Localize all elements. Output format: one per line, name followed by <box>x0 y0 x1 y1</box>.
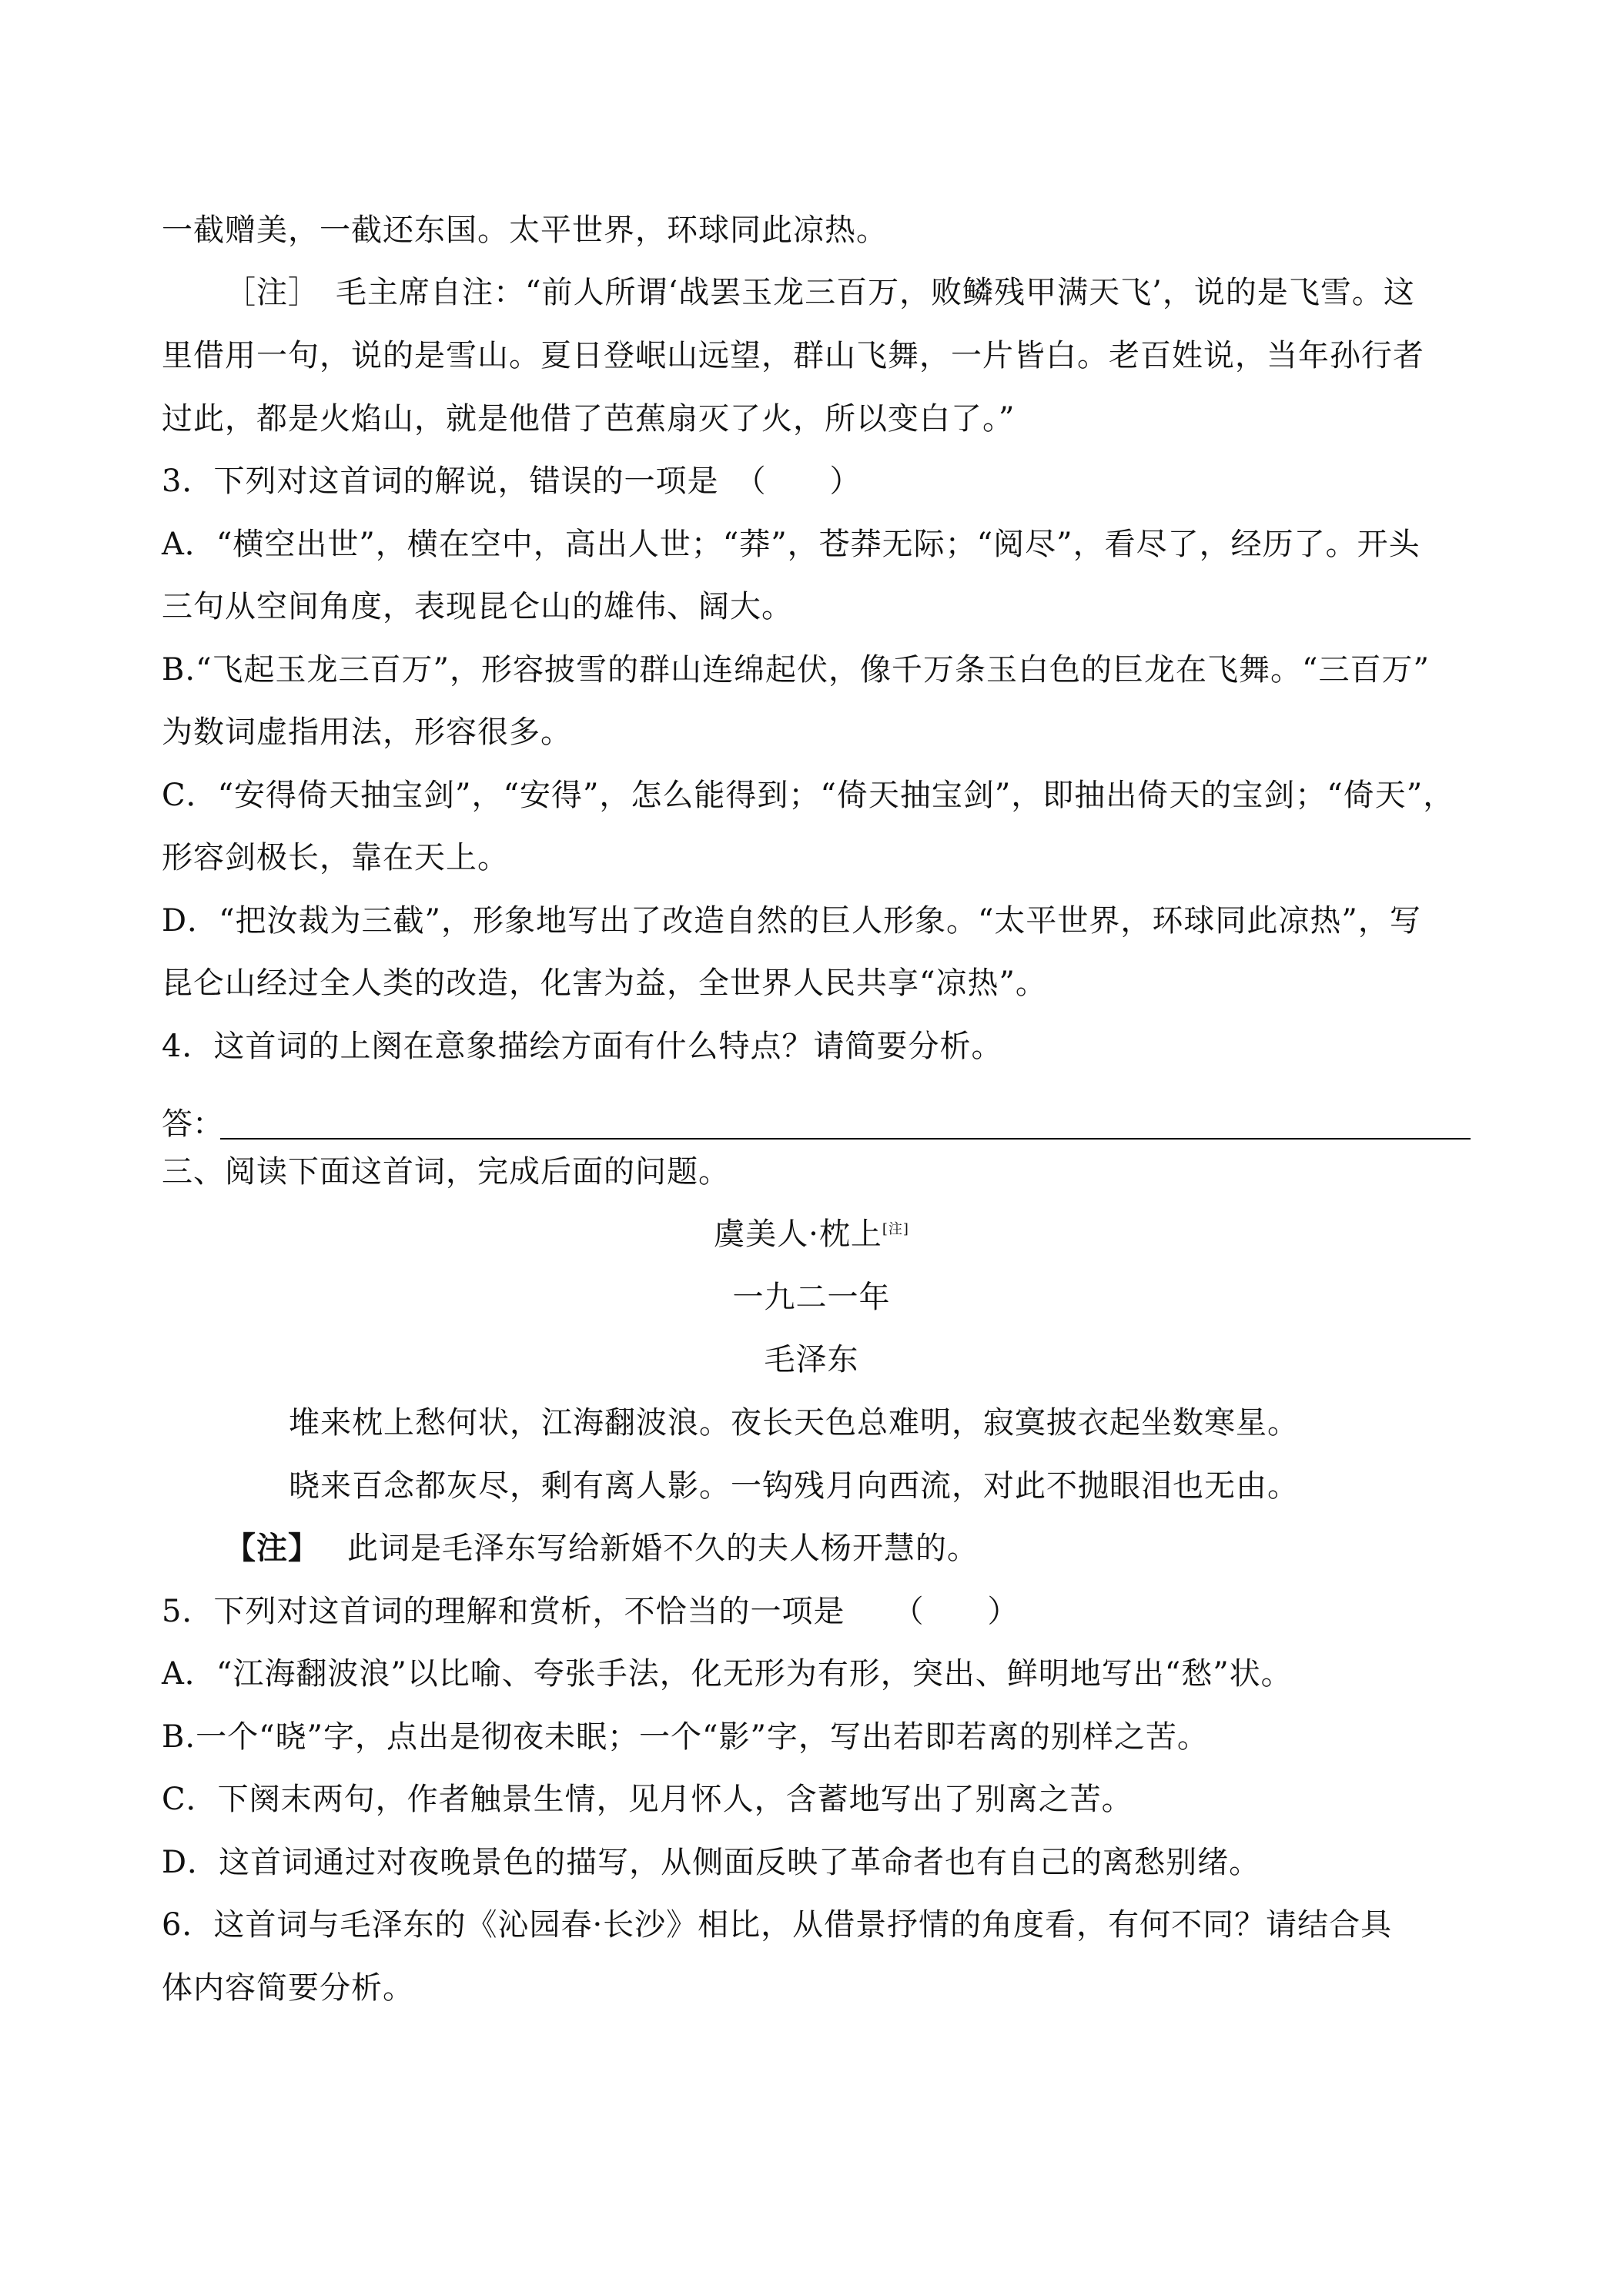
q3-stem: 3．下列对这首词的解说，错误的一项是 （ ） <box>162 464 862 499</box>
poem2-note-text: 此词是毛泽东写给新婚不久的夫人杨开慧的。 <box>347 1531 979 1566</box>
poem2-title <box>0 1213 1623 1256</box>
poem2-note-label: 【注】 <box>225 1530 320 1566</box>
q5-stem: 5．下列对这首词的理解和赏析，不恰当的一项是 （ ） <box>162 1594 1019 1629</box>
poem1-note-line3: 过此，都是火焰山，就是他借了芭蕉扇灭了火，所以变白了。” <box>162 401 1016 437</box>
q5-option-b: B.一个“晓”字，点出是彻夜未眠；一个“影”字，写出若即若离的别样之苦。 <box>162 1719 1209 1755</box>
section3-heading: 三、阅读下面这首词，完成后面的问题。 <box>162 1154 730 1190</box>
poem2-verse1: 堆来枕上愁何状，江海翻波浪。夜长天色总难明，寂寞披衣起坐数寒星。 <box>289 1405 1299 1441</box>
q5-option-a: A．“江海翻波浪”以比喻、夸张手法，化无形为有形，突出、鲜明地写出“愁”状。 <box>162 1656 1293 1692</box>
q6-stem-line1: 6．这首词与毛泽东的《沁园春·长沙》相比，从借景抒情的角度看，有何不同？请结合具 <box>162 1907 1393 1943</box>
q3-option-d-line1: D．“把汝裁为三截”，形象地写出了改造自然的巨人形象。“太平世界，环球同此凉热”，写 <box>162 903 1421 939</box>
q3-option-c-line2: 形容剑极长，靠在天上。 <box>162 840 509 875</box>
q3-option-d-line2: 昆仑山经过全人类的改造，化害为益，全世界人民共享“凉热”。 <box>162 966 1047 1001</box>
poem2-note <box>225 1527 1534 1570</box>
q5-option-d: D．这首词通过对夜晚景色的描写，从侧面反映了革命者也有自己的离愁别绪。 <box>162 1845 1261 1880</box>
q5-option-c: C．下阕末两句，作者触景生情，见月怀人，含蓄地写出了别离之苦。 <box>162 1782 1133 1817</box>
q6-stem-line2: 体内容简要分析。 <box>162 1970 414 2006</box>
poem2-year: 一九二一年 <box>732 1280 891 1315</box>
q3-option-a-line1: A．“横空出世”，横在空中，高出人世；“莽”，苍莽无际；“阅尽”，看尽了，经历了。开头 <box>162 527 1421 562</box>
q4-stem: 4．这首词的上阕在意象描绘方面有什么特点？请简要分析。 <box>162 1029 1003 1064</box>
q4-answer-row <box>162 1103 1471 1146</box>
q4-answer-label: 答： <box>162 1106 223 1142</box>
q3-option-b-line2: 为数词虚指用法，形容很多。 <box>162 715 572 750</box>
poem2-author: 毛泽东 <box>764 1342 859 1377</box>
poem1-note-line2: 里借用一句，说的是雪山。夏日登岷山远望，群山飞舞，一片皆白。老百姓说，当年孙行者 <box>162 338 1424 373</box>
poem2-verse2: 晓来百念都灰尽，剩有离人影。一钩残月向西流，对此不抛眼泪也无由。 <box>289 1468 1299 1504</box>
poem1-tail-line: 一截赠美，一截还东国。太平世界，环球同此凉热。 <box>162 213 888 248</box>
poem2-title-text: 虞美人·枕上 <box>714 1217 882 1252</box>
q3-option-a-line2: 三句从空间角度，表现昆仑山的雄伟、阔大。 <box>162 589 793 624</box>
poem1-note-line1: ［注］ 毛主席自注：“前人所谓‘战罢玉龙三百万，败鳞残甲满天飞’，说的是飞雪。这 <box>225 275 1415 310</box>
q4-answer-blank-line[interactable] <box>220 1138 1471 1140</box>
poem2-title-note-mark: [注] <box>882 1221 909 1237</box>
q3-option-c-line1: C．“安得倚天抽宝剑”，“安得”，怎么能得到；“倚天抽宝剑”，即抽出倚天的宝剑；“倚天”， <box>162 778 1455 813</box>
q3-option-b-line1: B.“飞起玉龙三百万”，形容披雪的群山连绵起伏，像千万条玉白色的巨龙在飞舞。“三百万” <box>162 652 1430 688</box>
